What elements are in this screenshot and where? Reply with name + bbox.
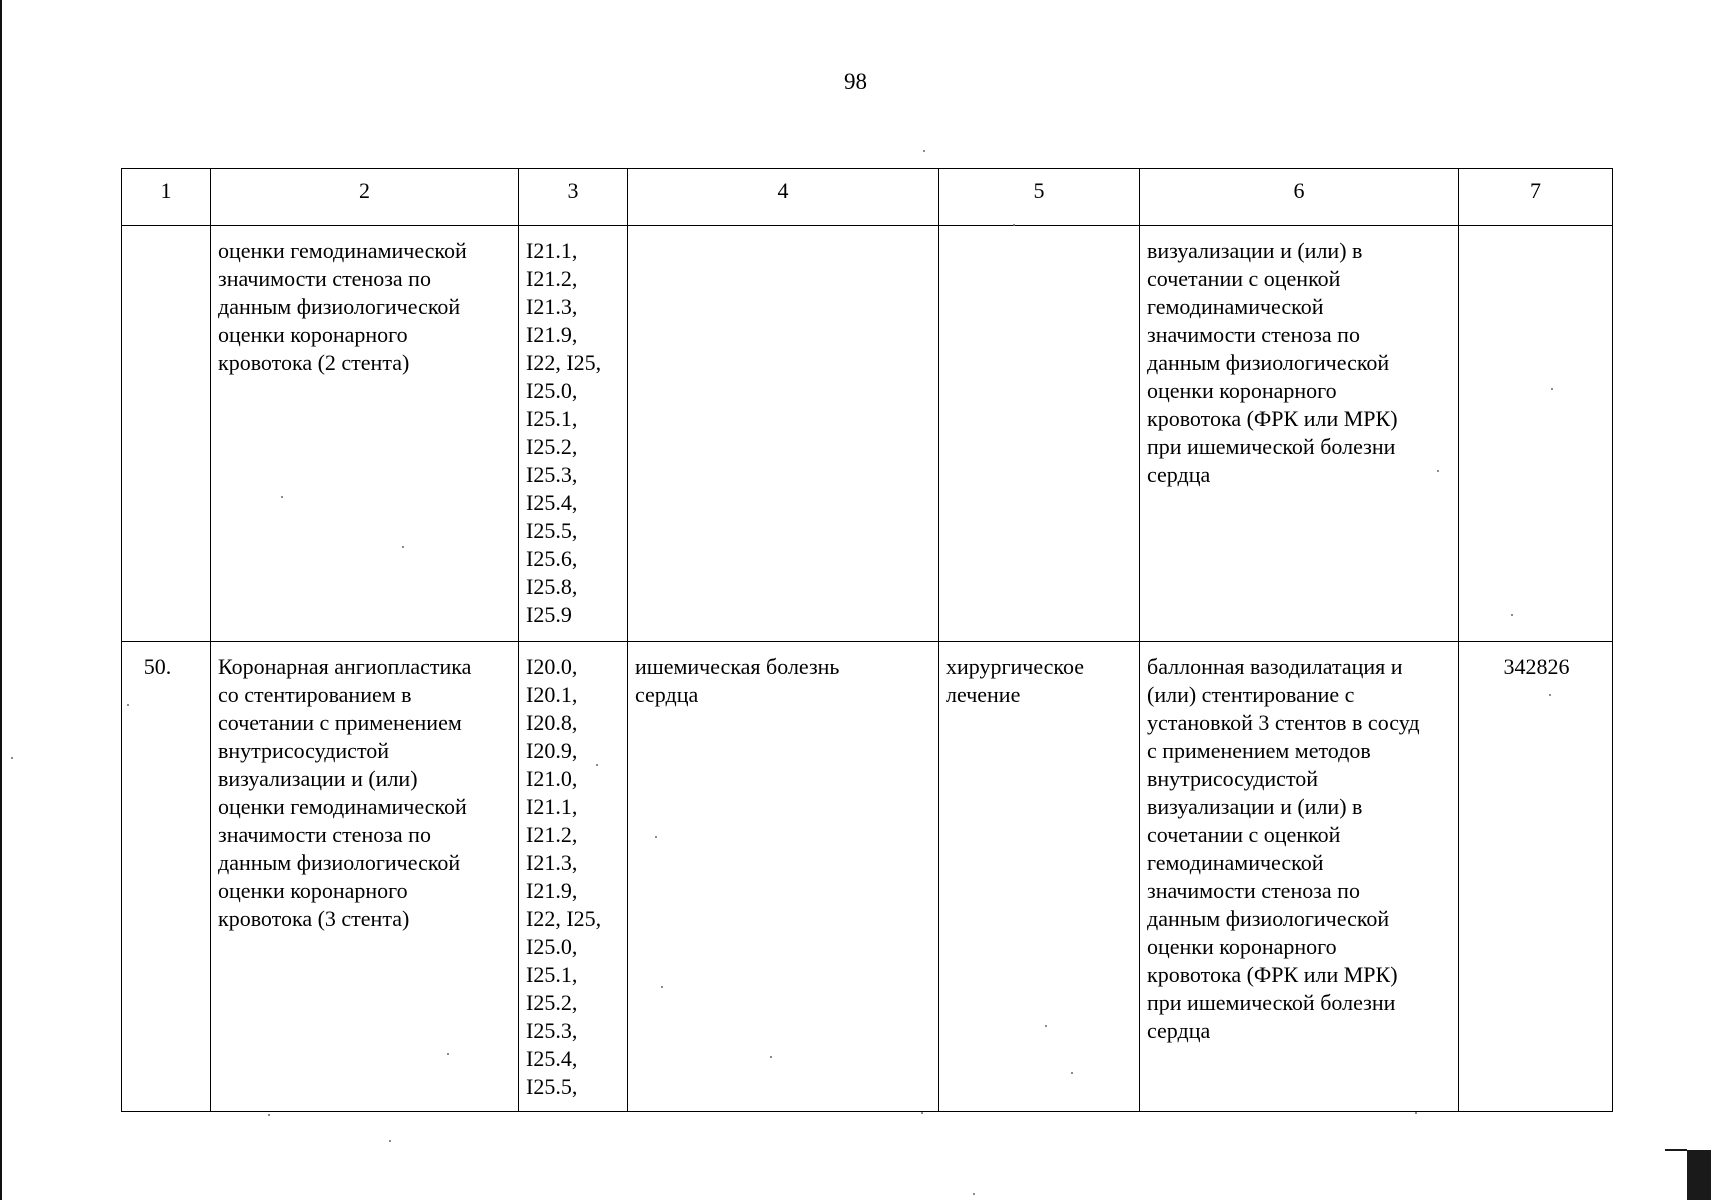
scan-speck	[1437, 470, 1439, 472]
scan-edge-right	[1687, 1150, 1711, 1200]
scan-speck	[1071, 1072, 1073, 1074]
scan-speck	[655, 836, 657, 838]
table-row	[122, 642, 1613, 1112]
row-number: 50.	[122, 642, 211, 1112]
scan-speck	[268, 1114, 270, 1116]
column-header: 1	[122, 169, 211, 226]
scan-speck	[1549, 694, 1551, 696]
price: 342826	[1459, 642, 1613, 1112]
scan-speck	[923, 150, 925, 152]
header-row	[122, 169, 1613, 226]
medical-care-table	[121, 168, 1613, 1112]
scan-speck	[770, 1056, 772, 1058]
table-row	[122, 226, 1613, 642]
care-name: Коронарная ангиопластика со стентированием в сочетании с применением внутрисосудистой визуализации и (или) оценки гемодинамической значимости стеноза по данным физиологической оценки коронарного кровотока (3 стента)	[211, 642, 519, 1112]
scan-speck	[1045, 1025, 1047, 1027]
scan-speck	[1013, 224, 1015, 226]
scan-speck	[1551, 388, 1553, 390]
treatment-method: баллонная вазодилатация и (или) стентирование с установкой 3 стентов в сосуд с применением методов внутрисосудистой визуализации и (или) в сочетании с оценкой гемодинамической значимости стеноза по данным физиологической оценки коронарного кровотока (ФРК или МРК) при ишемической болезни сердца	[1140, 642, 1459, 1112]
column-header: 4	[628, 169, 939, 226]
icd-codes: I21.1, I21.2, I21.3, I21.9, I22, I25, I25.0, I25.1, I25.2, I25.3, I25.4, I25.5, I25.6, I25.8, I25.9	[519, 226, 628, 642]
column-header: 5	[939, 169, 1140, 226]
treatment-type	[939, 226, 1140, 642]
scan-speck	[389, 1140, 391, 1142]
price	[1459, 226, 1613, 642]
scan-speck	[402, 546, 404, 548]
scan-speck	[281, 496, 283, 498]
scan-edge-left	[0, 0, 2, 1200]
scan-speck	[1415, 1112, 1417, 1114]
column-header: 7	[1459, 169, 1613, 226]
care-name: оценки гемодинамической значимости стеноза по данным физиологической оценки коронарного кровотока (2 стента)	[211, 226, 519, 642]
patient-model: ишемическая болезнь сердца	[628, 642, 939, 1112]
page-number: 98	[844, 69, 867, 94]
scan-speck	[447, 1053, 449, 1055]
scan-speck	[973, 1193, 975, 1195]
column-header: 2	[211, 169, 519, 226]
scan-speck	[127, 704, 129, 706]
scan-speck	[596, 764, 598, 766]
scan-speck	[661, 986, 663, 988]
scan-speck	[921, 1112, 923, 1114]
scan-line-right	[1665, 1149, 1687, 1151]
icd-codes: I20.0, I20.1, I20.8, I20.9, I21.0, I21.1, I21.2, I21.3, I21.9, I22, I25, I25.0, I25.1, I25.2, I25.3, I25.4, I25.5,	[519, 642, 628, 1112]
row-number	[122, 226, 211, 642]
patient-model	[628, 226, 939, 642]
scan-speck	[11, 757, 13, 759]
treatment-type: хирургическое лечение	[939, 642, 1140, 1112]
column-header: 3	[519, 169, 628, 226]
scan-speck	[1511, 614, 1513, 616]
treatment-method: визуализации и (или) в сочетании с оценкой гемодинамической значимости стеноза по данным физиологической оценки коронарного кровотока (ФРК или МРК) при ишемической болезни сердца	[1140, 226, 1459, 642]
column-header: 6	[1140, 169, 1459, 226]
